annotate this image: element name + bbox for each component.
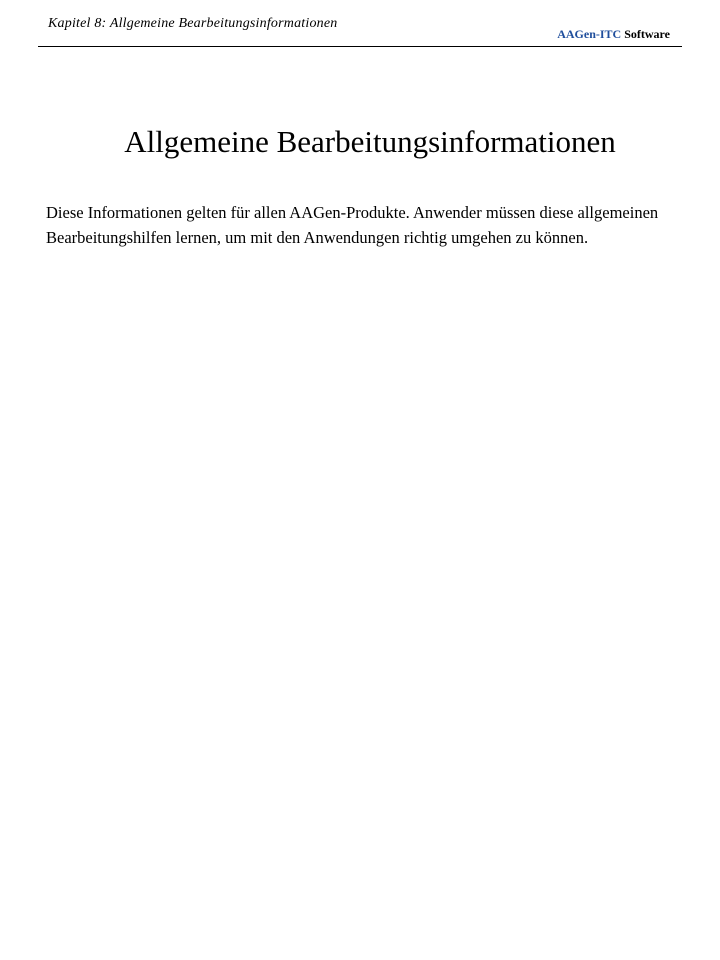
page-title: Allgemeine Bearbeitungsinformationen xyxy=(124,124,616,159)
running-header xyxy=(38,14,682,47)
brand-label xyxy=(557,27,670,42)
intro-paragraph: Diese Informationen gelten für allen AAGen-Produkte. Anwender müssen diese allgemeinen Bearbeitungshilfen lernen, um mit den Anwendungen richtig umgehen zu können. xyxy=(46,203,659,247)
chapter-label: Kapitel 8: Allgemeine Bearbeitungsinformationen xyxy=(48,16,338,31)
brand-name: AAGen-ITC xyxy=(557,27,622,41)
brand-suffix: Software xyxy=(624,27,670,41)
